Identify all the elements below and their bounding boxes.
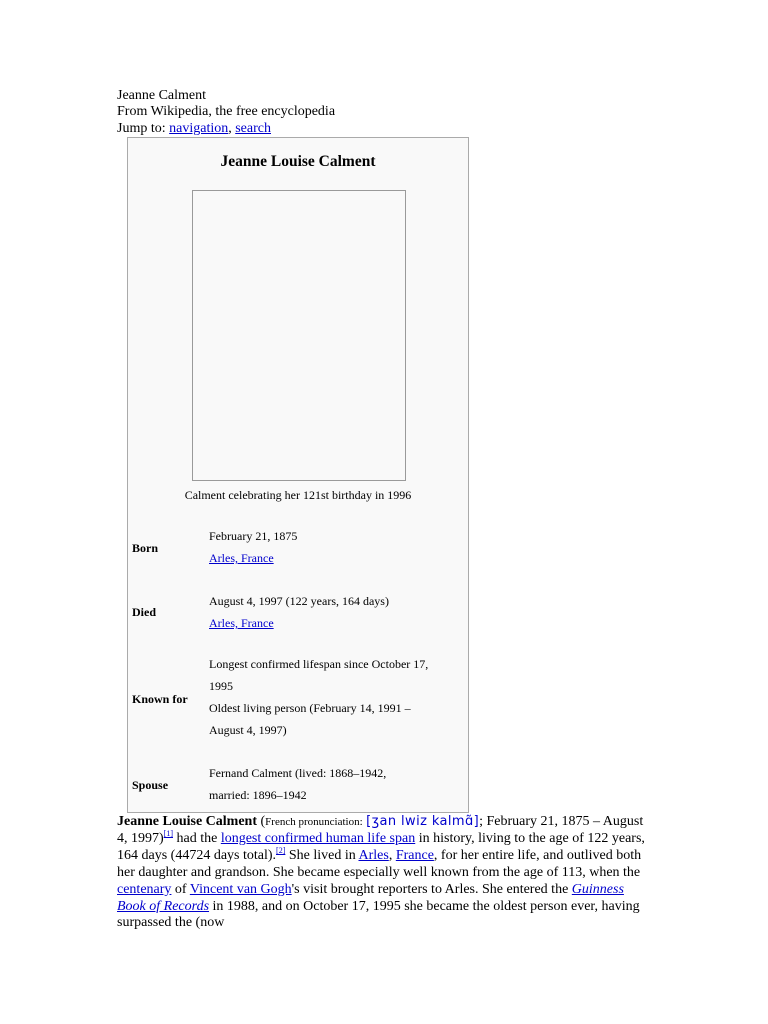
infobox-image-placeholder — [192, 190, 406, 481]
born-date: February 21, 1875 — [209, 529, 298, 543]
article-lead-paragraph — [117, 814, 653, 932]
jump-to-label: Jump to: — [117, 121, 170, 136]
died-place-link[interactable]: Arles, France — [209, 616, 274, 630]
infobox — [127, 137, 469, 813]
jump-navigation-link[interactable]: navigation — [169, 121, 229, 136]
france-link[interactable]: France — [395, 847, 434, 863]
spouse-label: Spouse — [132, 778, 169, 792]
article-text: 's visit brought reporters to Arles. She entered the — [291, 881, 572, 897]
died-value — [209, 590, 464, 634]
known-for-value — [209, 653, 464, 741]
spouse-line: married: 1896–1942 — [209, 788, 307, 802]
spouse-value — [209, 762, 464, 806]
infobox-caption: Calment celebrating her 121st birthday in 1996 — [184, 488, 412, 502]
known-for-line: Longest confirmed lifespan since October 17, — [209, 657, 429, 671]
jump-to-line — [117, 121, 271, 137]
article-text: ( — [257, 814, 266, 829]
article-text: in 1988, and on October 17, 1995 she became the oldest person ever, having surpassed the (now — [117, 898, 640, 931]
spouse-line: Fernand Calment (lived: 1868–1942, — [209, 766, 387, 780]
born-value — [209, 525, 464, 569]
ipa-link[interactable]: [ʒan lwiz kalmɑ̃] — [366, 814, 480, 829]
article-text: ; February 21, 1875 – August 4, 1997) — [117, 814, 644, 846]
article-text: , — [388, 847, 396, 863]
died-label: Died — [132, 605, 156, 619]
known-for-label: Known for — [132, 692, 188, 706]
died-date: August 4, 1997 (122 years, 164 days) — [209, 594, 389, 608]
known-for-line: August 4, 1997) — [209, 723, 287, 737]
article-text: She lived in — [285, 847, 359, 863]
known-for-line: Oldest living person (February 14, 1991 – — [209, 701, 411, 715]
life-span-link[interactable]: longest confirmed human life span — [220, 830, 416, 846]
arles-link[interactable]: Arles — [358, 847, 389, 863]
reference-2-link[interactable]: [2] — [276, 845, 286, 855]
van-gogh-link[interactable]: Vincent van Gogh — [189, 881, 292, 897]
guinness-book-link[interactable]: Guinness Book of Records — [117, 881, 624, 914]
article-text: in history, living to the age of 122 years, 164 days (44724 days total). — [117, 830, 645, 863]
born-place-link[interactable]: Arles, France — [209, 551, 274, 565]
jump-separator: , — [228, 121, 236, 136]
infobox-title: Jeanne Louise Calment — [220, 153, 376, 170]
known-for-line: 1995 — [209, 679, 233, 693]
jump-search-link[interactable]: search — [235, 121, 271, 136]
centenary-link[interactable]: centenary — [117, 881, 172, 897]
pronunciation-label: French pronunciation: — [265, 816, 363, 828]
article-text: had the — [173, 830, 221, 846]
page-title: Jeanne Calment — [117, 88, 207, 103]
page-tagline: From Wikipedia, the free encyclopedia — [117, 104, 336, 119]
article-text: , for her entire life, and outlived both her daughter and grandson. She became especially well known from the age of 113, when the — [117, 847, 642, 880]
born-label: Born — [132, 541, 159, 555]
reference-1-link[interactable]: [1] — [163, 828, 173, 838]
article-text: of — [171, 881, 190, 897]
lead-name: Jeanne Louise Calment — [117, 814, 257, 829]
